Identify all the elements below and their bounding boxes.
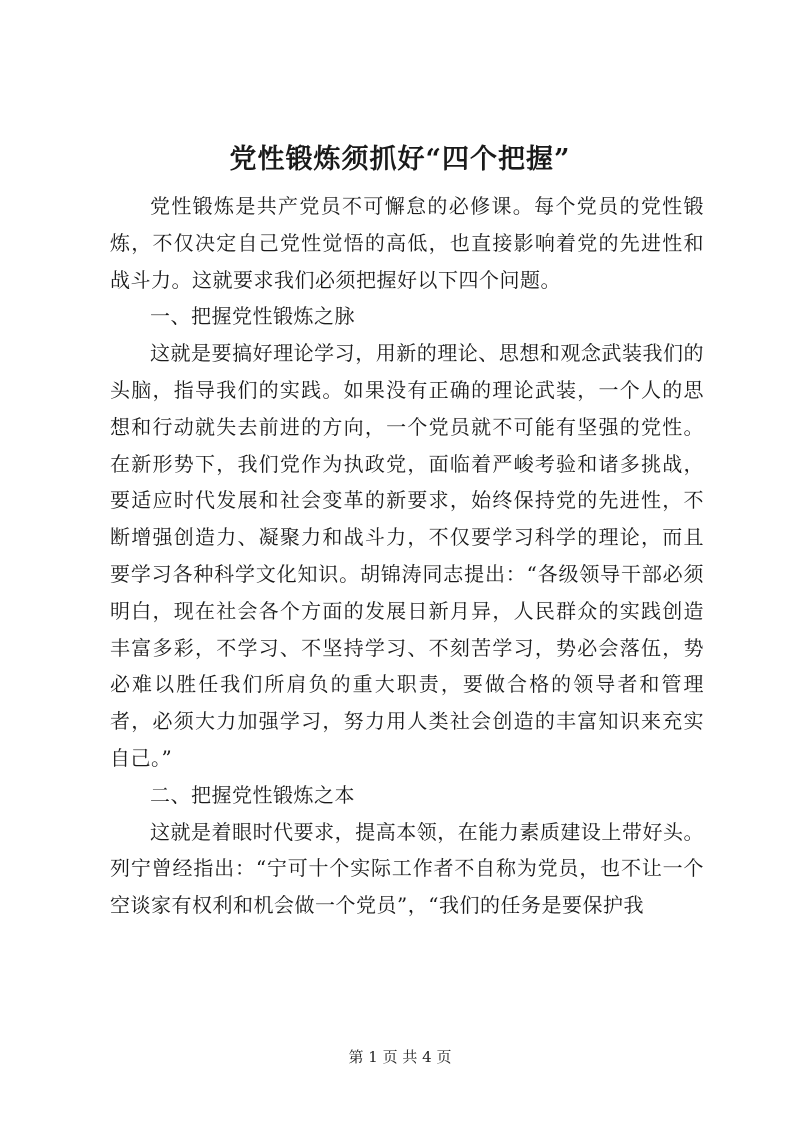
document-title: 党性锻炼须抓好“四个把握” — [229, 144, 571, 175]
section-heading-2: 二、把握党性锻炼之本 — [150, 782, 355, 807]
paragraph-section-1: 这就是要搞好理论学习，用新的理论、思想和观念武装我们的头脑，指导我们的实践。如果没有正确的理论武装，一个人的思想和行动就失去前进的方向，一个党员就不可能有坚强的党性。在新形势下，我们党作为执政党，面临着严峻考验和诸多挑战，要适应时代发展和社会变革的新要求，始终保持党的先进性，不断增强创造力、凝聚力和战斗力，不仅要学习科学的理论，而且要学习各种科学文化知识。胡锦涛同志提出：“各级领导干部必须明白，现在社会各个方面的发展日新月异，人民群众的实践创造丰富多彩，不学习、不坚持学习、不刻苦学习，势必会落伍，势必难以胜任我们所肩负的重大职责，要做合格的领导者和管理者，必须大力加强学习，努力用人类社会创造的丰富知识来充实自己。” — [110, 341, 704, 770]
page-footer: 第 1 页 共 4 页 — [348, 1048, 452, 1066]
paragraph-intro: 党性锻炼是共产党员不可懈怠的必修课。每个党员的党性锻炼，不仅决定自己党性觉悟的高低，也直接影响着党的先进性和战斗力。这就要求我们必须把握好以下四个问题。 — [110, 194, 704, 292]
paragraph-section-2: 这就是着眼时代要求，提高本领，在能力素质建设上带好头。列宁曾经指出：“宁可十个实际工作者不自称为党员，也不让一个空谈家有权利和机会做一个党员”，“我们的任务是要保护我 — [110, 819, 704, 918]
section-heading-1: 一、把握党性锻炼之脉 — [150, 304, 355, 329]
document-body — [110, 188, 704, 924]
